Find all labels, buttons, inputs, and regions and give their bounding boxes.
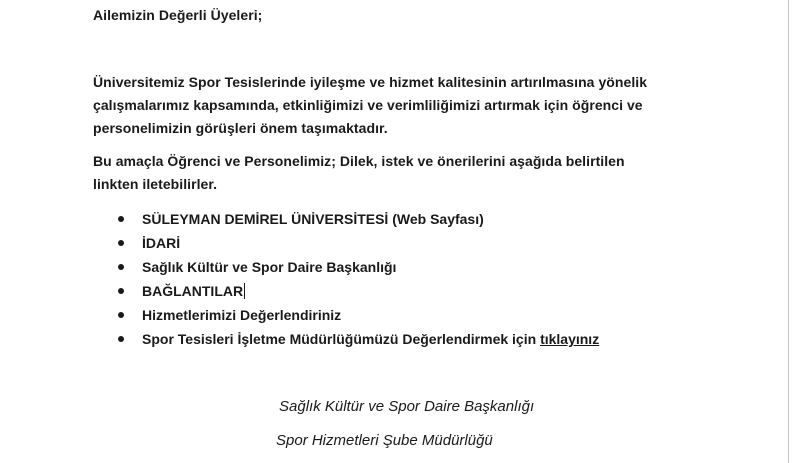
bullet-icon [118, 264, 124, 270]
greeting-line: Ailemizin Değerli Üyeleri; [93, 7, 263, 23]
instruction-paragraph-line: Bu amaçla Öğrenci ve Personelimiz; Dilek, istek ve önerilerini aşağıda belirtilen [93, 153, 625, 169]
navigation-steps-list [116, 207, 599, 351]
list-item [116, 231, 599, 255]
list-item [116, 207, 599, 231]
intro-paragraph [93, 71, 647, 140]
list-item-text: Spor Tesisleri İşletme Müdürlüğümüzü Değerlendirmek için [142, 331, 541, 347]
bullet-icon [118, 240, 124, 246]
page-edge-divider [788, 0, 789, 463]
evaluation-link[interactable]: tıklayınız [540, 331, 600, 347]
text-cursor [244, 283, 245, 299]
list-item-text: Hizmetlerimizi Değerlendiriniz [142, 307, 342, 323]
list-item [116, 255, 599, 279]
list-item-text: SÜLEYMAN DEMİREL ÜNİVERSİTESİ (Web Sayfası) [142, 211, 484, 227]
list-item-text: İDARİ [142, 235, 181, 251]
intro-paragraph-line: personelimizin görüşleri önem taşımaktadır. [93, 120, 388, 136]
list-item [116, 303, 599, 327]
intro-paragraph-line: çalışmalarımız kapsamında, etkinliğimizi ve verimliliğimizi artırmak için öğrenci ve [93, 97, 643, 113]
instruction-paragraph-line: linkten iletebilirler. [93, 176, 218, 192]
list-item [116, 279, 599, 303]
bullet-icon [118, 288, 124, 294]
list-item-text: BAĞLANTILAR [142, 283, 244, 299]
list-item-text: Sağlık Kültür ve Spor Daire Başkanlığı [142, 259, 397, 275]
instruction-paragraph [93, 150, 625, 196]
bullet-icon [118, 312, 124, 318]
list-item [116, 327, 599, 351]
bullet-icon [118, 216, 124, 222]
bullet-icon [118, 336, 124, 342]
intro-paragraph-line: Üniversitemiz Spor Tesislerinde iyileşme ve hizmet kalitesinin artırılmasına yönelik [93, 74, 648, 90]
signature-department: Sağlık Kültür ve Spor Daire Başkanlığı [279, 398, 535, 415]
signature-branch: Spor Hizmetleri Şube Müdürlüğü [276, 432, 493, 449]
